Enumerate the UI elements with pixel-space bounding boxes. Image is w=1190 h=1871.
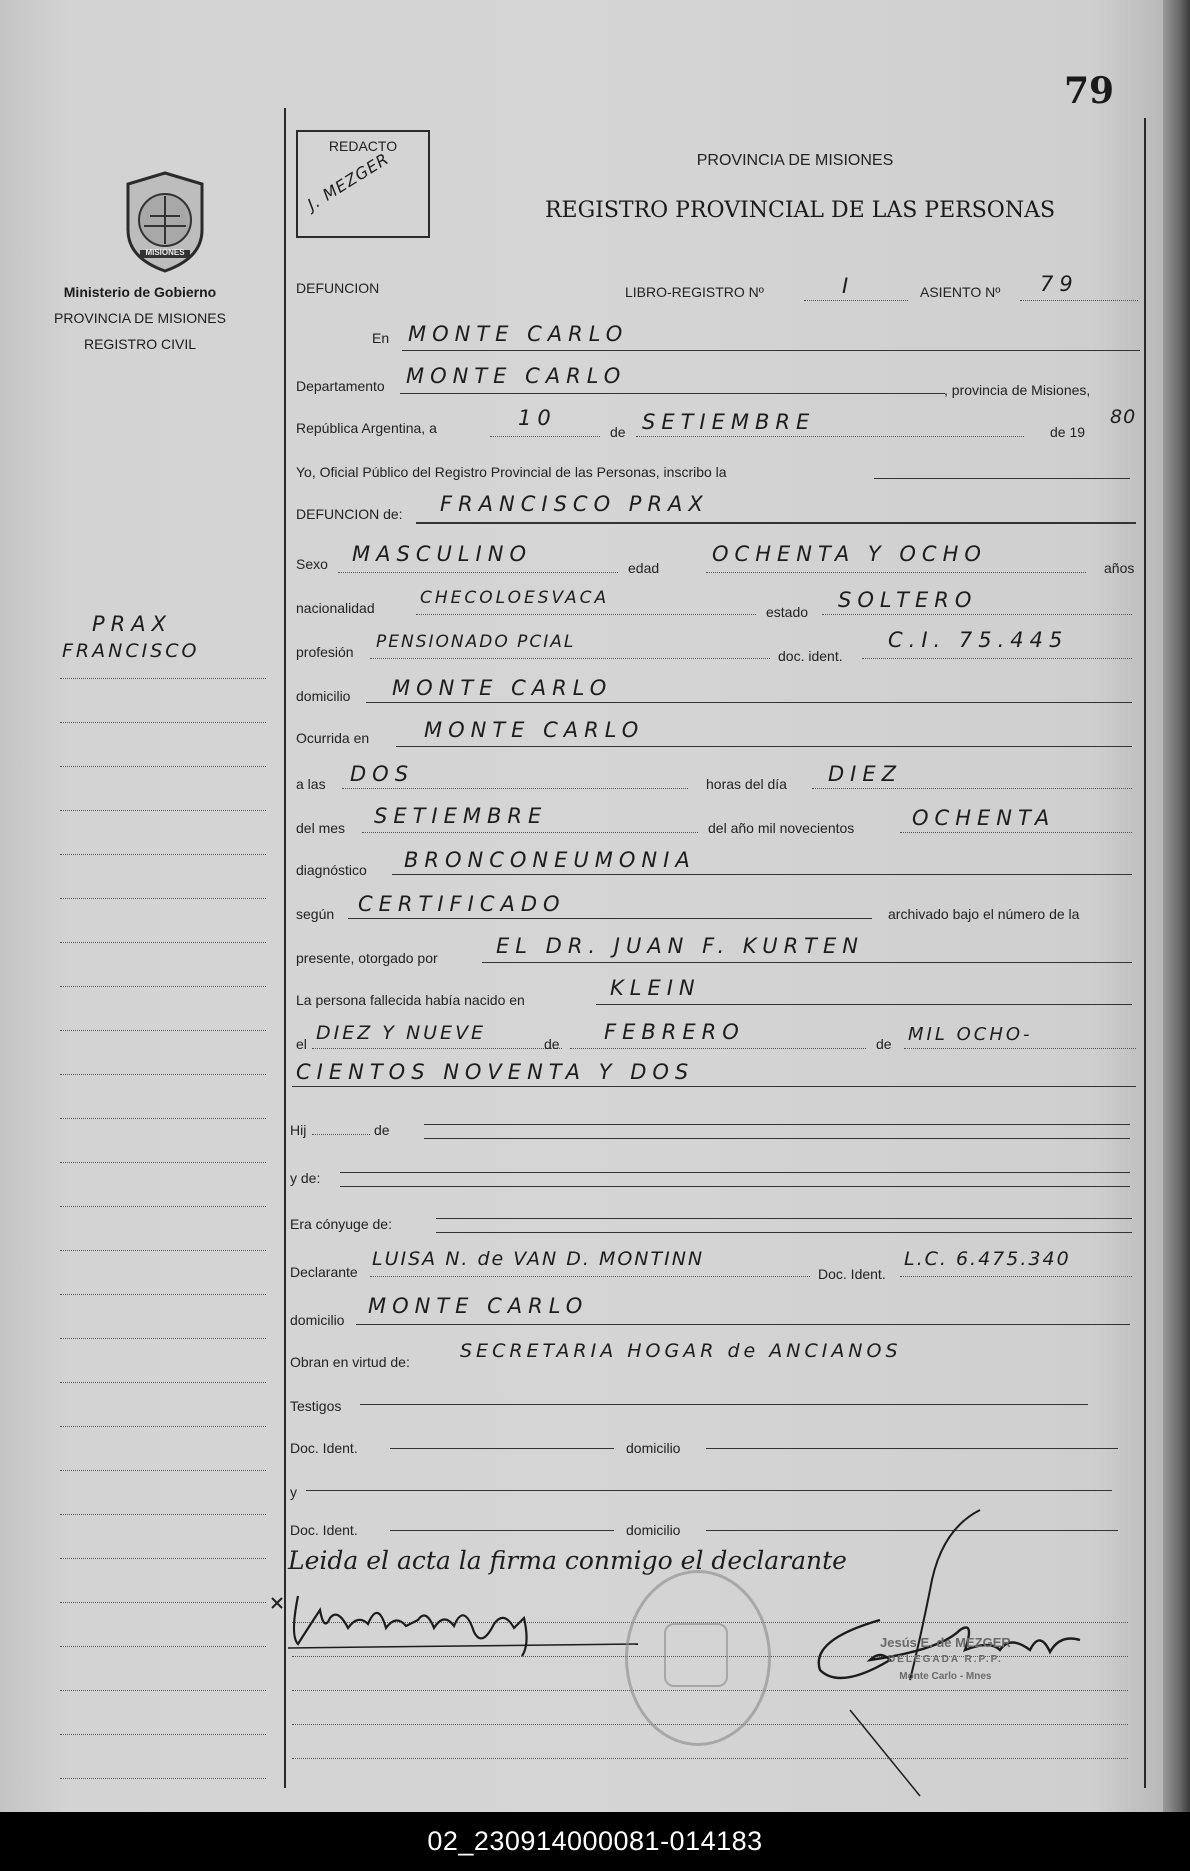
margin-rule	[60, 1690, 266, 1691]
sexo-value: MASCULINO	[352, 542, 532, 566]
segun-value: CERTIFICADO	[358, 892, 566, 916]
en-value: MONTE CARLO	[408, 322, 629, 346]
declarante-doc-label: Doc. Ident.	[818, 1266, 886, 1282]
republica-label: República Argentina, a	[296, 420, 437, 436]
anos-label: años	[1104, 560, 1135, 576]
margin-rule	[60, 1118, 266, 1119]
a-las-label: a las	[296, 776, 326, 792]
margin-rule	[60, 854, 266, 855]
margin-rule	[60, 1338, 266, 1339]
margin-rule	[60, 986, 266, 987]
nac-anio-value-2: CIENTOS NOVENTA Y DOS	[296, 1060, 695, 1084]
margin-rule	[60, 722, 266, 723]
de-label-3: de	[876, 1036, 892, 1052]
margin-rule	[60, 1030, 266, 1031]
doc-ident-value: C.I. 75.445	[888, 628, 1069, 652]
obran-value: SECRETARIA HOGAR de ANCIANOS	[460, 1340, 902, 1362]
declarant-signature	[268, 1588, 648, 1658]
official-place: Monte Carlo - Mnes	[899, 1671, 992, 1682]
nacionalidad-label: nacionalidad	[296, 600, 375, 616]
asiento-label: ASIENTO Nº	[920, 284, 1001, 300]
doc-ident-label: doc. ident.	[778, 648, 843, 664]
nacionalidad-value: CHECOLOESVACA	[420, 588, 610, 608]
margin-rule	[60, 1382, 266, 1383]
departamento-label: Departamento	[296, 378, 385, 394]
defuncion-label: DEFUNCION	[296, 280, 380, 296]
domicilio-label: domicilio	[296, 688, 351, 704]
official-name-stamp	[880, 1634, 1011, 1685]
declarante-domicilio-label: domicilio	[290, 1312, 345, 1328]
profesion-value: PENSIONADO PCIAL	[376, 632, 576, 652]
dia-texto-value: DIEZ	[828, 762, 903, 786]
margin-rule	[60, 1602, 266, 1603]
del-mes-label: del mes	[296, 820, 346, 836]
redacto-label: REDACTO	[328, 138, 398, 154]
redacto-stamp	[296, 130, 430, 238]
anio-value: 80	[1110, 406, 1137, 428]
departamento-value: MONTE CARLO	[406, 364, 627, 388]
horas-dia-label: horas del día	[706, 776, 787, 792]
scan-identifier: 02_230914000081-014183	[0, 1812, 1190, 1871]
edad-label: edad	[628, 560, 660, 576]
nac-anio-value-1: MIL OCHO-	[908, 1024, 1033, 1045]
edad-value: OCHENTA Y OCHO	[712, 542, 987, 566]
margin-rule	[60, 1470, 266, 1471]
domicilio-value: MONTE CARLO	[392, 676, 613, 700]
testigo2-doc-label: Doc. Ident.	[290, 1522, 358, 1538]
diagnostico-value: BRONCONEUMONIA	[404, 848, 696, 872]
asiento-value: 79	[1040, 272, 1079, 296]
fallecido-value: FRANCISCO PRAX	[440, 492, 709, 516]
ministry-line-3: REGISTRO CIVIL	[83, 336, 197, 352]
ocurrida-label: Ocurrida en	[296, 730, 370, 746]
ministry-block	[40, 284, 240, 352]
nacido-en-value: KLEIN	[610, 976, 701, 1000]
margin-rule	[60, 1206, 266, 1207]
estado-label: estado	[766, 604, 809, 620]
margin-rule	[60, 1646, 266, 1647]
province-heading: PROVINCIA DE MISIONES	[696, 152, 894, 169]
official-role: DELEGADA R.P.P.	[887, 1654, 1003, 1665]
sexo-label: Sexo	[296, 556, 328, 572]
ministry-line-1: Ministerio de Gobierno	[63, 284, 217, 300]
ocurrida-value: MONTE CARLO	[424, 718, 645, 742]
provincia-misiones-label: , provincia de Misiones,	[944, 382, 1091, 398]
margin-note	[62, 612, 200, 662]
registry-title: REGISTRO PROVINCIAL DE LAS PERSONAS	[544, 198, 1056, 223]
nacido-en-label: La persona fallecida había nacido en	[296, 992, 525, 1008]
official-name: Jesús E. de MEZGER	[880, 1635, 1011, 1650]
testigo2-domicilio-label: domicilio	[626, 1522, 681, 1538]
de-label-2: de	[544, 1036, 560, 1052]
margin-rule	[60, 1734, 266, 1735]
province-coat-of-arms	[120, 170, 210, 274]
margin-given-name: FRANCISCO	[62, 640, 200, 662]
archivado-label: archivado bajo el número de la	[888, 906, 1080, 922]
estado-value: SOLTERO	[838, 588, 978, 612]
ministry-line-2: PROVINCIA DE MISIONES	[54, 310, 226, 326]
profesion-label: profesión	[296, 644, 354, 660]
del-ano-value: OCHENTA	[912, 806, 1056, 830]
y-de-label: y de:	[290, 1170, 321, 1186]
testigo1-doc-label: Doc. Ident.	[290, 1440, 358, 1456]
era-conyuge-label: Era cónyuge de:	[290, 1216, 392, 1232]
testigo1-domicilio-label: domicilio	[626, 1440, 681, 1456]
libro-value: I	[842, 274, 855, 298]
margin-rule	[60, 678, 266, 679]
redacto-initials: J. MEZGER	[303, 148, 393, 215]
declarante-value: LUISA N. de VAN D. MONTINN	[372, 1248, 705, 1270]
nac-dia-value: DIEZ Y NUEVE	[316, 1022, 487, 1044]
right-column-rule	[1144, 118, 1146, 1788]
dia-value: 10	[518, 406, 557, 430]
de-label-4: de	[374, 1122, 390, 1138]
margin-rule	[60, 1074, 266, 1075]
left-column-rule	[284, 108, 286, 1788]
nac-mes-value: FEBRERO	[604, 1020, 745, 1044]
segun-label: según	[296, 906, 335, 922]
otorgado-value: EL DR. JUAN F. KURTEN	[496, 934, 864, 958]
mes-value: SETIEMBRE	[642, 410, 816, 434]
book-spine	[1163, 0, 1190, 1812]
diagnostico-label: diagnóstico	[296, 862, 367, 878]
horas-value: DOS	[350, 762, 415, 786]
margin-rule	[60, 810, 266, 811]
margin-rule	[60, 1250, 266, 1251]
leida-text: Leida el acta la firma conmigo el declarante	[288, 1546, 847, 1575]
page-number: 79	[1064, 70, 1115, 112]
yo-label: Yo, Oficial Público del Registro Provincial de las Personas, inscribo la	[296, 464, 727, 480]
margin-rule	[60, 1162, 266, 1163]
official-round-seal	[625, 1570, 771, 1746]
de-19-label: de 19	[1050, 424, 1086, 440]
margin-rule	[60, 1294, 266, 1295]
margin-rule	[60, 1514, 266, 1515]
en-label: En	[372, 330, 390, 346]
del-mes-value: SETIEMBRE	[374, 804, 548, 828]
declarante-label: Declarante	[290, 1264, 358, 1280]
obran-label: Obran en virtud de:	[290, 1354, 410, 1370]
declarante-doc-value: L.C. 6.475.340	[904, 1248, 1071, 1270]
margin-rule	[60, 898, 266, 899]
de-label-1: de	[610, 424, 626, 440]
margin-rule	[60, 1778, 266, 1779]
testigos-label: Testigos	[290, 1398, 342, 1414]
defuncion-de-label: DEFUNCION de:	[296, 506, 403, 522]
margin-surname: PRAX	[92, 612, 173, 636]
el-label: el	[296, 1036, 307, 1052]
libro-registro-label: LIBRO-REGISTRO Nº	[625, 284, 764, 300]
hij-label: Hij	[290, 1122, 307, 1138]
margin-rule	[60, 1558, 266, 1559]
del-ano-label: del año mil novecientos	[708, 820, 855, 836]
y-label: y	[290, 1484, 297, 1500]
margin-rule	[60, 942, 266, 943]
margin-rule	[60, 1426, 266, 1427]
margin-rule	[60, 766, 266, 767]
presente-label: presente, otorgado por	[296, 950, 438, 966]
declarante-domicilio-value: MONTE CARLO	[368, 1294, 589, 1318]
seal-text: MISIONES	[145, 248, 185, 257]
